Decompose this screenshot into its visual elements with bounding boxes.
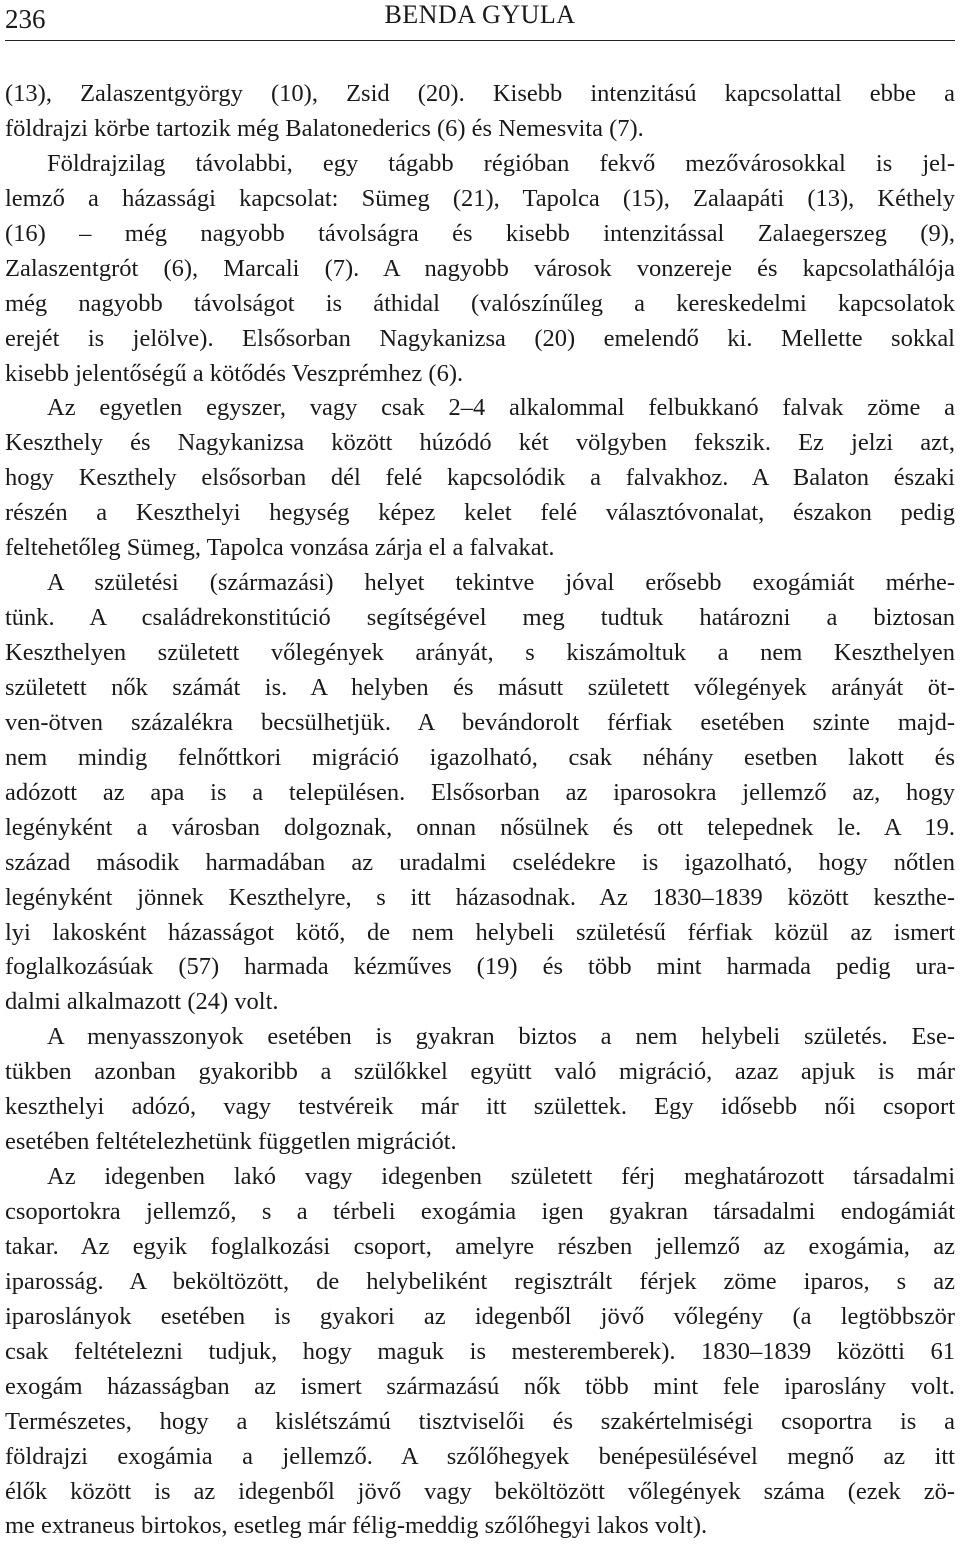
text-line: lyi lakosként házasságot kötő, de nem helybeli születésű férfiak közül az ismert — [5, 918, 955, 946]
text-line: foglalkozásúak (57) harmada kézműves (19) és több mint harmada pedig ura- — [5, 953, 955, 981]
text-line: (16) – még nagyobb távolságra és kisebb intenzitással Zalaegerszeg (9), — [5, 219, 955, 247]
paragraph — [5, 147, 955, 392]
running-head — [5, 0, 955, 41]
text-line: földrajzi exogámia a jellemző. A szőlőhegyek benépesülésével megnő az itt — [5, 1442, 955, 1470]
text-line: erejét is jelölve). Elsősorban Nagykanizsa (20) emelendő ki. Mellette sokkal — [5, 324, 955, 352]
text-line: legényként jönnek Keszthelyre, s itt házasodnak. Az 1830–1839 között keszthe- — [5, 883, 955, 911]
paragraph — [5, 1020, 955, 1160]
body-text — [5, 77, 955, 1544]
text-line: Földrajzilag távolabbi, egy tágabb régióban fekvő mezővárosokkal is jel- — [47, 149, 955, 177]
text-line: még nagyobb távolságot is áthidal (valószínűleg a kereskedelmi kapcsolatok — [5, 289, 955, 317]
text-line: Az idegenben lakó vagy idegenben született férj meghatározott társadalmi — [47, 1163, 955, 1191]
text-line: adózott az apa is a településen. Elsősorban az iparosokra jellemző az, hogy — [5, 778, 955, 806]
text-line: csoportokra jellemző, s a térbeli exogámia igen gyakran társadalmi endogámiát — [5, 1198, 955, 1225]
text-line: hogy Keszthely elsősorban dél felé kapcsolódik a falvakhoz. A Balaton északi — [5, 464, 955, 492]
text-line: tükben azonban gyakoribb a szülőkkel együtt való migráció, azaz apjuk is már — [5, 1058, 955, 1086]
text-line: földrajzi körbe tartozik még Balatonederics (6) és Nemesvita (7). — [5, 114, 644, 142]
text-line: takar. Az egyik foglalkozási csoport, amelyre részben jellemző az exogámia, az — [5, 1232, 955, 1260]
text-line: iparoslányok esetében is gyakori az idegenből jövő vőlegény (a legtöbbször — [5, 1302, 955, 1330]
text-line: dalmi alkalmazott (24) volt. — [5, 988, 279, 1016]
text-line: század második harmadában az uradalmi cselédekre is igazolható, hogy nőtlen — [5, 848, 955, 876]
text-line: A menyasszonyok esetében is gyakran biztos a nem helybeli születés. Ese- — [47, 1023, 955, 1051]
text-line: Keszthely és Nagykanizsa között húzódó két völgyben fekszik. Ez jelzi azt, — [5, 429, 955, 457]
text-line: részén a Keszthelyi hegység képez kelet felé választóvonalat, északon pedig — [5, 499, 955, 527]
text-line: legényként a városban dolgoznak, onnan nősülnek és ott telepednek le. A 19. — [5, 813, 955, 841]
text-line: kisebb jelentőségű a kötődés Veszprémhez (6). — [5, 359, 464, 387]
text-line: A születési (származási) helyet tekintve jóval erősebb exogámiát mérhe- — [47, 569, 955, 597]
text-line: nem mindig felnőttkori migráció igazolható, csak néhány esetben lakott és — [5, 743, 955, 771]
running-title: BENDA GYULA — [384, 0, 576, 29]
paragraph — [5, 566, 955, 1020]
text-line: ven-ötven százalékra becsülhetjük. A bevándorolt férfiak esetében szinte majd- — [5, 708, 955, 736]
page-number: 236 — [5, 4, 46, 34]
book-page — [5, 0, 955, 1544]
text-line: me extraneus birtokos, esetleg már félig-meddig szőlőhegyi lakos volt). — [5, 1512, 708, 1540]
text-line: Keszthelyen született vőlegények arányát, s kiszámoltuk a nem Keszthelyen — [5, 639, 955, 666]
text-line: tünk. A családrekonstitúció segítségével meg tudtuk határozni a biztosan — [5, 604, 955, 632]
text-line: iparosság. A beköltözött, de helybeliként regisztrált férjek zöme iparos, s az — [5, 1267, 955, 1295]
text-line: csak feltételezni tudjuk, hogy maguk is mesteremberek). 1830–1839 közötti 61 — [5, 1337, 955, 1365]
text-line: exogám házasságban az ismert származású nők több mint fele iparoslány volt. — [5, 1372, 955, 1400]
text-line: keszthelyi adózó, vagy testvéreik már itt születtek. Egy idősebb női csoport — [5, 1093, 955, 1121]
text-line: Természetes, hogy a kislétszámú tisztviselői és szakértelmiségi csoportra is a — [5, 1407, 955, 1435]
text-line: született nők számát is. A helyben és másutt született vőlegények arányát öt- — [5, 673, 955, 701]
paragraph — [5, 391, 955, 566]
paragraph — [5, 1160, 955, 1544]
text-line: lemző a házassági kapcsolat: Sümeg (21), Tapolca (15), Zalaapáti (13), Kéthely — [5, 184, 955, 212]
text-line: feltehetőleg Sümeg, Tapolca vonzása zárja el a falvakat. — [5, 534, 555, 562]
text-line: Az egyetlen egyszer, vagy csak 2–4 alkalommal felbukkanó falvak zöme a — [47, 394, 955, 422]
text-line: (13), Zalaszentgyörgy (10), Zsid (20). Kisebb intenzitású kapcsolattal ebbe a — [5, 80, 955, 107]
paragraph — [5, 77, 955, 147]
text-line: élők között is az idegenből jövő vagy beköltözött vőlegények száma (ezek zö- — [5, 1477, 955, 1505]
text-line: esetében feltételezhetünk független migrációt. — [5, 1128, 457, 1156]
text-line: Zalaszentgrót (6), Marcali (7). A nagyobb városok vonzereje és kapcsolathálója — [5, 254, 955, 282]
